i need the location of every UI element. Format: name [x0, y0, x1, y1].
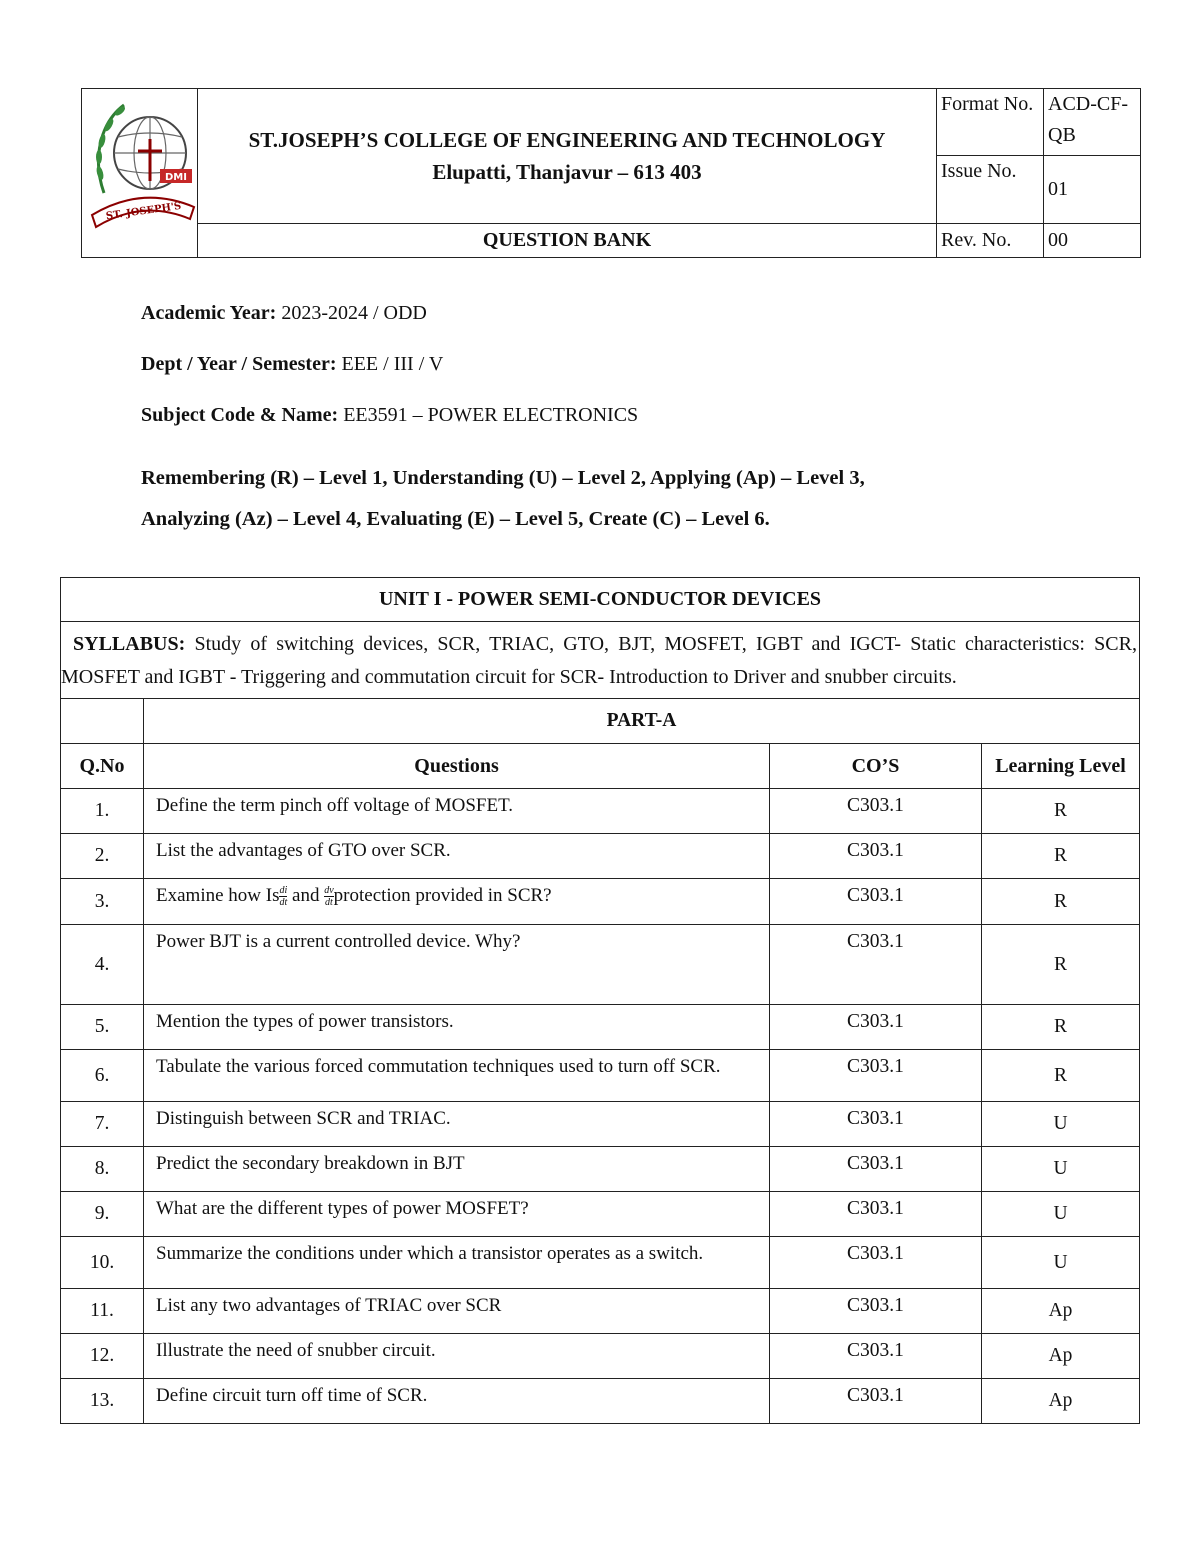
question-number: 10. [61, 1237, 144, 1289]
question-text: What are the different types of power MOSFET? [144, 1192, 770, 1237]
college-address: Elupatti, Thanjavur – 613 403 [432, 159, 702, 184]
course-outcome: C303.1 [770, 1147, 982, 1192]
question-text: Define circuit turn off time of SCR. [144, 1379, 770, 1424]
col-questions: Questions [144, 744, 770, 789]
part-heading: PART-A [144, 699, 1140, 744]
college-logo-icon [82, 89, 197, 247]
col-cos: CO’S [770, 744, 982, 789]
course-outcome: C303.1 [770, 1102, 982, 1147]
question-text: Distinguish between SCR and TRIAC. [144, 1102, 770, 1147]
question-text: Mention the types of power transistors. [144, 1005, 770, 1050]
frac1-den: dt [279, 897, 288, 909]
question-number: 8. [61, 1147, 144, 1192]
table-row [61, 1050, 1140, 1102]
question-text: Predict the secondary breakdown in BJT [144, 1147, 770, 1192]
question-text: Tabulate the various forced commutation techniques used to turn off SCR. [144, 1050, 770, 1102]
question-number: 3. [61, 879, 144, 925]
levels-line-2: Analyzing (Az) – Level 4, Evaluating (E) – Level 5, Create (C) – Level 6. [141, 508, 770, 530]
q3-text-b: and [287, 885, 325, 906]
learning-level: R [982, 1050, 1140, 1102]
table-row [61, 1005, 1140, 1050]
course-outcome: C303.1 [770, 1005, 982, 1050]
rev-label: Rev. No. [937, 223, 1044, 257]
learning-level: R [982, 789, 1140, 834]
table-row [61, 1192, 1140, 1237]
learning-level: U [982, 1237, 1140, 1289]
frac2-num: dv [324, 885, 334, 897]
course-outcome: C303.1 [770, 834, 982, 879]
learning-level: Ap [982, 1334, 1140, 1379]
course-outcome: C303.1 [770, 1050, 982, 1102]
question-text: Define the term pinch off voltage of MOSFET. [144, 789, 770, 834]
question-number: 9. [61, 1192, 144, 1237]
question-text: Summarize the conditions under which a transistor operates as a switch. [144, 1237, 770, 1289]
course-outcome: C303.1 [770, 1289, 982, 1334]
col-qno: Q.No [61, 744, 144, 789]
dept-value: EEE / III / V [336, 353, 444, 375]
learning-level: Ap [982, 1289, 1140, 1334]
course-outcome: C303.1 [770, 1379, 982, 1424]
rev-value: 00 [1044, 223, 1141, 257]
subject-value: EE3591 – POWER ELECTRONICS [338, 404, 639, 426]
question-number: 5. [61, 1005, 144, 1050]
academic-year-value: 2023-2024 / ODD [276, 302, 427, 324]
svg-text:DMI: DMI [165, 172, 187, 183]
question-text [144, 879, 770, 925]
table-row [61, 1289, 1140, 1334]
dv-dt-fraction [324, 885, 333, 908]
issue-value: 01 [1044, 155, 1141, 223]
issue-label: Issue No. [937, 155, 1044, 223]
header-table [81, 88, 1141, 258]
q3-text-a: Examine how Is [156, 885, 280, 906]
course-outcome: C303.1 [770, 925, 982, 1005]
learning-level: U [982, 1102, 1140, 1147]
question-number: 11. [61, 1289, 144, 1334]
question-number: 13. [61, 1379, 144, 1424]
table-row [61, 834, 1140, 879]
learning-level: R [982, 1005, 1140, 1050]
unit-title: UNIT I - POWER SEMI-CONDUCTOR DEVICES [61, 578, 1140, 622]
table-row [61, 789, 1140, 834]
dept-year-semester [141, 352, 443, 376]
subject [141, 403, 638, 427]
frac1-num: di [279, 885, 288, 897]
table-row [61, 1102, 1140, 1147]
levels-line-1: Remembering (R) – Level 1, Understanding (U) – Level 2, Applying (Ap) – Level 3, [141, 467, 865, 489]
learning-level: U [982, 1147, 1140, 1192]
dept-label: Dept / Year / Semester: [141, 353, 337, 375]
table-row [61, 1379, 1140, 1424]
question-text: List any two advantages of TRIAC over SCR [144, 1289, 770, 1334]
format-value: ACD-CF-QB [1044, 89, 1141, 156]
learning-level: Ap [982, 1379, 1140, 1424]
question-number: 7. [61, 1102, 144, 1147]
table-row [61, 1147, 1140, 1192]
college-name: ST.JOSEPH’S COLLEGE OF ENGINEERING AND TECHNOLOGY [248, 127, 886, 152]
subject-label: Subject Code & Name: [141, 404, 339, 426]
frac2-den: dt [325, 897, 333, 909]
question-text: Power BJT is a current controlled device. Why? [144, 925, 770, 1005]
course-outcome: C303.1 [770, 1237, 982, 1289]
learning-level: U [982, 1192, 1140, 1237]
svg-text:ST. JOSEPH'S: ST. JOSEPH'S [105, 200, 182, 223]
table-row [61, 925, 1140, 1005]
table-row [61, 1237, 1140, 1289]
column-headers [61, 744, 1140, 789]
syllabus-label: SYLLABUS: [73, 633, 186, 655]
question-number: 1. [61, 789, 144, 834]
q3-text-c: protection provided in SCR? [333, 885, 552, 906]
course-outcome: C303.1 [770, 1192, 982, 1237]
academic-year [141, 301, 427, 325]
part-spacer [61, 699, 144, 744]
format-label: Format No. [937, 89, 1044, 156]
question-text: Illustrate the need of snubber circuit. [144, 1334, 770, 1379]
course-outcome: C303.1 [770, 879, 982, 925]
course-outcome: C303.1 [770, 789, 982, 834]
learning-level: R [982, 879, 1140, 925]
college-logo [82, 89, 198, 258]
question-number: 6. [61, 1050, 144, 1102]
table-row [61, 1334, 1140, 1379]
question-number: 4. [61, 925, 144, 1005]
question-table [60, 577, 1140, 1424]
learning-level: R [982, 834, 1140, 879]
syllabus-text: Study of switching devices, SCR, TRIAC, GTO, BJT, MOSFET, IGBT and IGCT- Static characteristics: SCR, MOSFET and IGBT - Triggering and commutation circuit for SCR- Introduction to Driver and snubber circuits. [61, 633, 1137, 688]
learning-levels-legend [141, 458, 1061, 540]
academic-year-label: Academic Year: [141, 302, 277, 324]
question-number: 12. [61, 1334, 144, 1379]
question-number: 2. [61, 834, 144, 879]
learning-level: R [982, 925, 1140, 1005]
question-text: List the advantages of GTO over SCR. [144, 834, 770, 879]
course-outcome: C303.1 [770, 1334, 982, 1379]
syllabus [61, 622, 1140, 699]
table-row [61, 879, 1140, 925]
doc-type: QUESTION BANK [198, 223, 937, 257]
college-heading [198, 89, 937, 224]
col-level: Learning Level [982, 744, 1140, 789]
